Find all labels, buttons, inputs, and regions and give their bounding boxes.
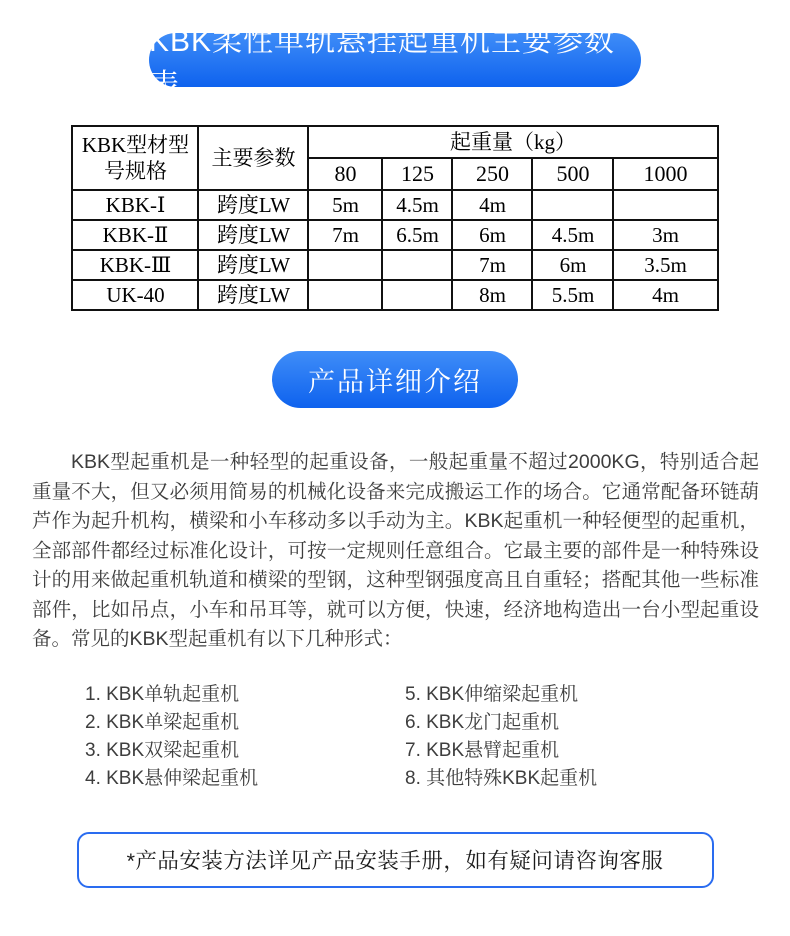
value-cell: 6m [532,250,613,280]
value-cell [308,280,382,310]
value-cell: 3m [613,220,717,250]
page-title: KBK柔性单轨悬挂起重机主要参数表 [149,25,616,102]
list-item: 3. KBK双梁起重机 [85,739,240,761]
capacity-col-1000: 1000 [613,158,717,190]
list-item: 6. KBK龙门起重机 [405,711,560,733]
capacity-col-250: 250 [452,158,532,190]
value-cell: 3.5m [613,250,717,280]
footer-note [77,832,714,888]
crane-type-list-right [405,681,597,793]
list-item: 1. KBK单轨起重机 [85,683,240,705]
product-detail-button[interactable] [272,351,518,408]
table-row-kbk3 [72,250,717,280]
value-cell [532,190,613,220]
table-header-row-1 [72,126,717,158]
param-cell: 跨度LW [198,220,308,250]
col-header-capacity: 起重量（kg） [308,126,717,158]
footer-note-text: *产品安装方法详见产品安装手册，如有疑问请咨询客服 [126,849,664,873]
model-cell: UK-40 [72,280,198,310]
col-header-model: KBK型材型号规格 [72,126,198,190]
value-cell: 5m [308,190,382,220]
crane-type-list-left [85,681,405,793]
value-cell: 4m [613,280,717,310]
crane-type-lists [85,681,790,793]
value-cell [308,250,382,280]
model-cell: KBK-Ⅲ [72,250,198,280]
table-row-uk40 [72,280,717,310]
value-cell: 4m [452,190,532,220]
param-cell: 跨度LW [198,190,308,220]
value-cell [382,250,452,280]
model-cell: KBK-Ⅱ [72,220,198,250]
value-cell: 5.5m [532,280,613,310]
table-row-kbk1 [72,190,717,220]
intro-paragraph: KBK型起重机是一种轻型的起重设备，一般起重量不超过2000KG，特别适合起重量不大，但又必须用简易的机械化设备来完成搬运工作的场合。它通常配备环链葫芦作为起升机构，横梁和小车移动多以手动为主。KBK起重机一种轻便型的起重机，全部部件都经过标准化设计，可按一定规则任意组合。它最主要的部件是一种特殊设计的用来做起重机轨道和横梁的型钢，这种型钢强度高且自重轻；搭配其他一些标准部件，比如吊点，小车和吊耳等，就可以方便，快速，经济地构造出一台小型起重设备。常见的KBK型起重机有以下几种形式： [32,451,759,650]
col-header-param: 主要参数 [198,126,308,190]
product-detail-button-label: 产品详细介绍 [308,367,482,397]
param-cell: 跨度LW [198,280,308,310]
spec-table [71,125,718,311]
model-cell: KBK-Ⅰ [72,190,198,220]
value-cell: 4.5m [532,220,613,250]
capacity-col-80: 80 [308,158,382,190]
param-cell: 跨度LW [198,250,308,280]
list-item: 7. KBK悬臂起重机 [405,739,560,761]
capacity-col-500: 500 [532,158,613,190]
value-cell: 8m [452,280,532,310]
table-row-kbk2 [72,220,717,250]
list-item: 5. KBK伸缩梁起重机 [405,683,579,705]
page [0,25,790,888]
value-cell: 4.5m [382,190,452,220]
value-cell: 7m [452,250,532,280]
capacity-col-125: 125 [382,158,452,190]
value-cell: 7m [308,220,382,250]
value-cell [613,190,717,220]
value-cell [382,280,452,310]
list-item: 4. KBK悬伸梁起重机 [85,767,259,789]
list-item: 2. KBK单梁起重机 [85,711,240,733]
list-item: 8. 其他特殊KBK起重机 [405,767,598,789]
value-cell: 6m [452,220,532,250]
title-banner [149,25,641,102]
value-cell: 6.5m [382,220,452,250]
